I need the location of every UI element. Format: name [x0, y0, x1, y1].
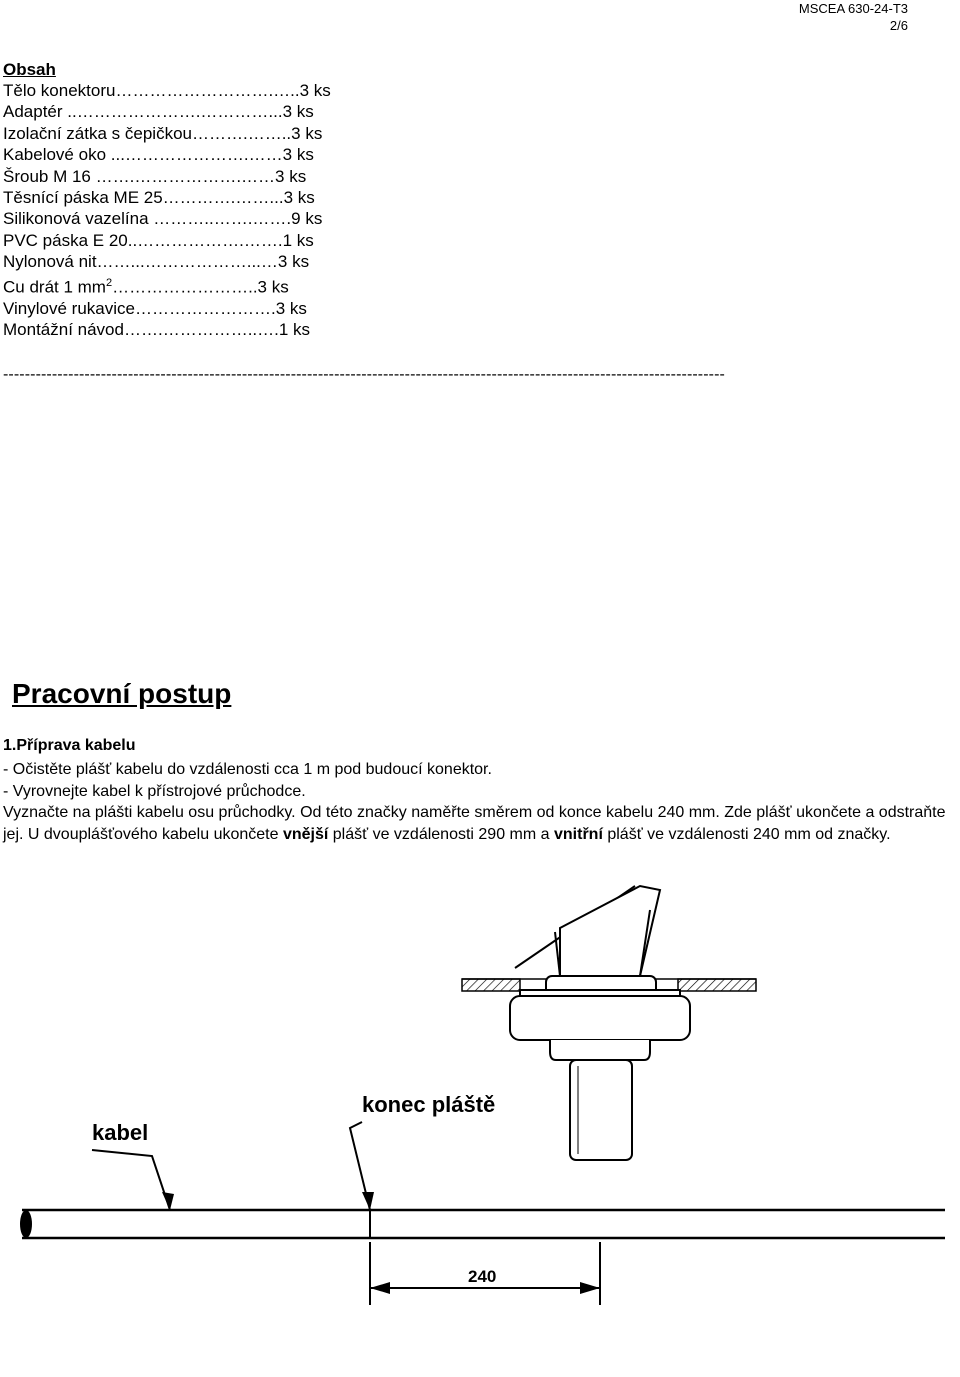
list-item — [3, 273, 331, 298]
superscript: 2 — [105, 276, 113, 289]
svg-text:konec pláště: konec pláště — [362, 1092, 496, 1117]
list-item: Šroub M 16 …….……………….……3 ks — [3, 166, 307, 186]
emphasis-outer: vnější — [282, 826, 329, 843]
list-item: PVC páska E 20..……………….…….1 ks — [3, 230, 314, 250]
svg-text:kabel: kabel — [92, 1120, 149, 1145]
section-title: Pracovní postup — [12, 678, 232, 709]
contents-list — [3, 80, 331, 341]
list-item: Tělo konektoru……………………….…..3 ks — [3, 81, 331, 100]
cable-diagram — [0, 880, 960, 1377]
list-item: Izolační zátka s čepičkou……….……..3 ks — [3, 123, 323, 143]
emphasis-inner: vnitřní — [554, 826, 603, 843]
dimension-240 — [370, 1242, 600, 1305]
list-item: Silikonová vazelína ………..…….…….9 ks — [3, 209, 323, 229]
cu-wire-qty: ……………………..3 ks — [112, 277, 289, 297]
label-konec-plaste — [350, 1092, 495, 1210]
step-title: 1.Příprava kabelu — [3, 737, 136, 754]
contents-title: Obsah — [3, 60, 56, 79]
instruction-line: - Očistěte plášť kabelu do vzdálenosti cca 1 m pod budoucí konektor. — [3, 761, 492, 778]
instruction-paragraph: Vyznačte na plášti kabelu osu průchodky. Od této značky naměřte směrem od konce kabelu 240 mm. Zde plášť ukončete a odstraňte jej. U dvouplášťového kabelu ukončete vnější plášť ve vzdálenosti 290 mm a vnitřní plášť ve vzdálenosti 240 mm od značky. — [3, 804, 946, 843]
list-item: Adaptér ..………………….…………...3 ks — [3, 102, 314, 122]
list-item: Montážní návod…….……………..….1 ks — [3, 320, 311, 340]
cu-wire-label: Cu drát 1 mm — [3, 277, 106, 297]
list-item: Kabelové oko ...………………….……3 ks — [3, 145, 314, 165]
document-code: MSCEA 630-24-T3 — [798, 1, 908, 16]
page-number: 2/6 — [889, 18, 908, 33]
bushing — [510, 886, 690, 1160]
list-item: Nylonová nit……...………………...…3 ks — [3, 252, 310, 272]
list-item: Těsnící páska ME 25………….……...3 ks — [3, 188, 315, 208]
instruction-line: - Vyrovnejte kabel k přístrojové průchodce. — [3, 783, 306, 800]
svg-text:240: 240 — [468, 1267, 497, 1286]
label-kabel — [92, 1120, 174, 1210]
cable — [20, 1210, 945, 1238]
dashed-separator: ------------------------------------------------------------------------------------------------------------------------------------- — [3, 366, 725, 383]
list-item: Vinylové rukavice…………………….3 ks — [3, 298, 307, 318]
